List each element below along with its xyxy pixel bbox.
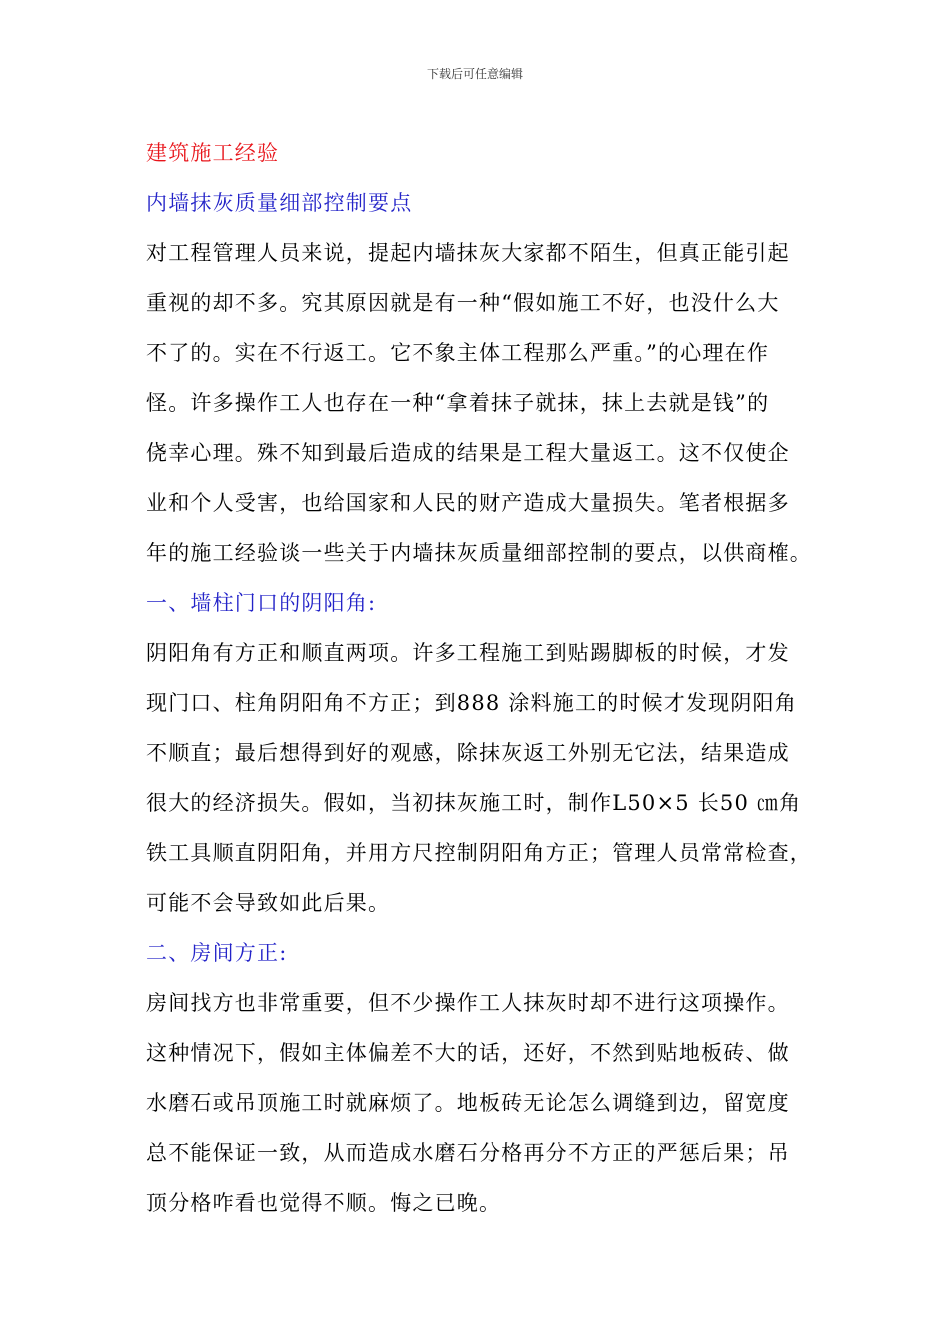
section-1-heading: 一、墙柱门口的阴阳角: (146, 591, 377, 615)
document-subtitle: 内墙抹灰质量细部控制要点 (146, 191, 413, 215)
paragraph-line: 对工程管理人员来说，提起内墙抹灰大家都不陌生，但真正能引起 (146, 241, 790, 265)
paragraph-line: 水磨石或吊顶施工时就麻烦了。地板砖无论怎么调缝到边，留宽度 (146, 1091, 790, 1115)
paragraph-line: 现门口、柱角阴阳角不方正；到888 涂料施工的时候才发现阴阳角 (146, 691, 797, 715)
page-header-note: 下载后可任意编辑 (426, 67, 523, 81)
document-title: 建筑施工经验 (146, 141, 280, 165)
intro-paragraph (146, 228, 812, 578)
paragraph-line: 房间找方也非常重要，但不少操作工人抹灰时却不进行这项操作。 (146, 991, 790, 1015)
paragraph-line: 侥幸心理。殊不知到最后造成的结果是工程大量返工。这不仅使企 (146, 441, 790, 465)
paragraph-line: 这种情况下，假如主体偏差不大的话，还好，不然到贴地板砖、做 (146, 1041, 790, 1065)
section-2-heading: 二、房间方正: (146, 941, 288, 965)
paragraph-line: 可能不会导致如此后果。 (146, 891, 391, 915)
paragraph-line: 阴阳角有方正和顺直两项。许多工程施工到贴踢脚板的时候，才发 (146, 641, 790, 665)
paragraph-line: 很大的经济损失。假如，当初抹灰施工时，制作L50×5 长50 ㎝角 (146, 791, 802, 815)
paragraph-line: 重视的却不多。究其原因就是有一种“假如施工不好，也没什么大 (146, 291, 780, 315)
section-2-paragraph (146, 978, 806, 1228)
paragraph-line: 铁工具顺直阴阳角，并用方尺控制阴阳角方正；管理人员常常检查， (146, 841, 812, 865)
paragraph-line: 顶分格咋看也觉得不顺。悔之已晚。 (146, 1191, 502, 1215)
document-body (146, 128, 812, 1228)
paragraph-line: 不顺直；最后想得到好的观感，除抹灰返工外别无它法，结果造成 (146, 741, 790, 765)
paragraph-line: 业和个人受害，也给国家和人民的财产造成大量损失。笔者根据多 (146, 491, 790, 515)
paragraph-line: 怪。许多操作工人也存在一种“拿着抹子就抹，抹上去就是钱”的 (146, 391, 770, 415)
paragraph-line: 总不能保证一致，从而造成水磨石分格再分不方正的严惩后果；吊 (146, 1141, 790, 1165)
paragraph-line: 年的施工经验谈一些关于内墙抹灰质量细部控制的要点，以供商榷。 (146, 541, 812, 565)
paragraph-line: 不了的。实在不行返工。它不象主体工程那么严重。”的心理在作 (146, 341, 770, 365)
section-1-paragraph (146, 628, 812, 928)
